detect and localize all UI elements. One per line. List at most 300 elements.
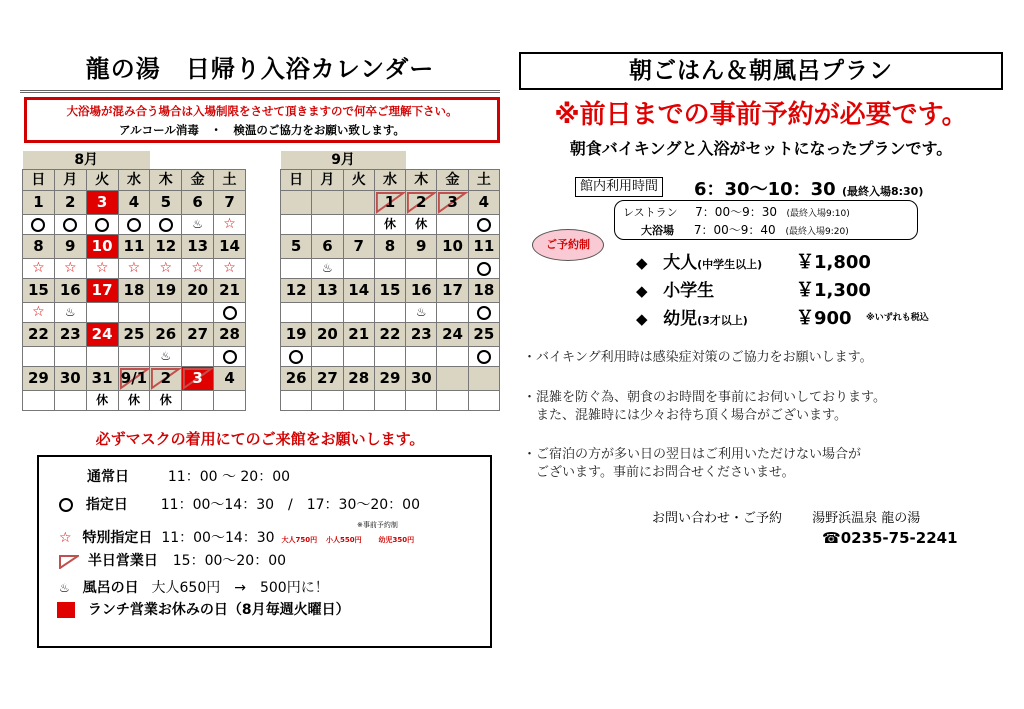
- circle-icon: [63, 218, 77, 232]
- day-number: 8: [384, 237, 396, 255]
- weekday-header: 木: [150, 170, 182, 191]
- status-mark: [214, 391, 246, 411]
- day-number: 11: [473, 237, 495, 255]
- price-value: ￥1,800: [796, 252, 871, 273]
- price-note: (中学生以上): [697, 258, 763, 271]
- price-label: 小学生: [663, 281, 715, 301]
- legend-price-child: 小人550円: [325, 536, 362, 544]
- weekday-header: 日: [281, 170, 312, 191]
- hours-time: 6：30～10：30: [694, 179, 836, 200]
- status-mark: [343, 303, 374, 323]
- day-cell: [150, 235, 182, 259]
- day-cell: [406, 279, 437, 303]
- legend-lunch: [57, 599, 350, 619]
- day-number: 3: [447, 193, 458, 211]
- legend-special-time: 11：00～14：30: [161, 530, 275, 546]
- day-number: 14: [219, 237, 240, 255]
- day-number: 16: [410, 281, 432, 299]
- day-cell: [468, 191, 499, 215]
- day-cell: [54, 191, 86, 215]
- closed-mark: 休: [150, 391, 182, 411]
- day-cell: [54, 279, 86, 303]
- reservation-badge: ご予約制: [532, 229, 604, 261]
- day-cell: [118, 235, 150, 259]
- status-mark: [468, 303, 499, 323]
- day-number: 3: [192, 369, 203, 387]
- day-number: 22: [27, 325, 49, 343]
- day-cell: [343, 279, 374, 303]
- legend-half-label: 半日営業日: [87, 553, 158, 569]
- day-cell: [182, 235, 214, 259]
- day-number: 3: [96, 193, 108, 211]
- day-cell: [118, 279, 150, 303]
- tax-note: ※いずれも税込: [866, 313, 929, 323]
- day-cell: [343, 323, 374, 347]
- price-row: [636, 248, 956, 276]
- day-cell: [86, 191, 118, 215]
- day-cell: [182, 367, 214, 391]
- day-number: 2: [160, 369, 172, 387]
- status-mark: [86, 303, 118, 323]
- diamond-icon: ◆: [636, 254, 648, 272]
- legend-designated-time: 11：00～14：30 / 17：30～20：00: [160, 497, 420, 513]
- status-mark: [406, 303, 437, 323]
- status-mark: [281, 215, 312, 235]
- plan-title: 朝ごはん＆朝風呂プラン: [519, 52, 1003, 90]
- status-mark: [437, 303, 468, 323]
- day-cell: [468, 367, 499, 391]
- day-cell: [312, 367, 343, 391]
- hot-spring-icon: ♨: [415, 305, 427, 319]
- facility-hours-box: [614, 200, 918, 240]
- day-cell: [468, 235, 499, 259]
- status-mark: [281, 347, 312, 367]
- contact-line: [652, 507, 920, 526]
- day-number: 30: [410, 369, 432, 387]
- legend-bath-price: 大人650円 → 500円に！: [151, 580, 329, 596]
- day-cell: [118, 191, 150, 215]
- day-cell: [281, 367, 312, 391]
- day-number: 21: [219, 281, 240, 299]
- weekday-header: 火: [343, 170, 374, 191]
- month-label: 9月: [281, 151, 406, 170]
- status-mark: [374, 391, 405, 411]
- status-mark: [182, 303, 214, 323]
- legend-normal-label: 通常日: [87, 469, 129, 485]
- price-row: [636, 304, 956, 332]
- day-number: 26: [285, 369, 307, 387]
- day-cell: [214, 191, 246, 215]
- closed-mark: 休: [118, 391, 150, 411]
- day-number: 27: [187, 325, 209, 343]
- day-cell: [150, 323, 182, 347]
- day-cell: [343, 367, 374, 391]
- day-number: 17: [442, 281, 463, 299]
- day-number: 20: [316, 325, 338, 343]
- note-crowd-2: また、混雑時には少々お待ち頂く場合がございます。: [523, 408, 847, 423]
- circle-icon: [31, 218, 45, 232]
- status-mark: [118, 215, 150, 235]
- day-number: 5: [290, 237, 302, 255]
- day-cell: [23, 191, 55, 215]
- day-number: 27: [316, 369, 338, 387]
- legend-special-note: ※事前予約制: [357, 521, 398, 529]
- diamond-icon: ◆: [636, 310, 648, 328]
- legend-price-infant: 幼児350円: [378, 536, 415, 544]
- closed-mark: 休: [86, 391, 118, 411]
- day-number: 18: [123, 281, 145, 299]
- star-icon: ☆: [127, 260, 141, 276]
- circle-icon: [223, 306, 237, 320]
- status-mark: [23, 215, 55, 235]
- weekday-header: 水: [118, 170, 150, 191]
- day-cell: [437, 279, 468, 303]
- status-mark: [437, 347, 468, 367]
- price-list: [636, 248, 956, 332]
- weekday-header: 火: [86, 170, 118, 191]
- status-mark: [182, 391, 214, 411]
- status-mark: [54, 259, 86, 279]
- day-number: 4: [478, 193, 490, 211]
- day-cell: [54, 235, 86, 259]
- day-cell: [374, 367, 405, 391]
- day-number: 12: [285, 281, 307, 299]
- status-mark: [23, 303, 55, 323]
- status-mark: [374, 259, 405, 279]
- day-cell: [468, 323, 499, 347]
- circle-icon: [477, 218, 491, 232]
- star-icon: ☆: [32, 304, 45, 320]
- day-number: 19: [285, 325, 307, 343]
- star-icon: ☆: [95, 260, 109, 276]
- restaurant-last: (最終入場9:10): [786, 209, 850, 219]
- legend-designated-label: 指定日: [85, 497, 128, 513]
- legend-normal: [87, 466, 290, 486]
- circle-icon: [95, 218, 109, 232]
- weekday-header: 月: [54, 170, 86, 191]
- weekday-header: 日: [23, 170, 55, 191]
- day-number: 2: [65, 193, 76, 211]
- legend-bath: [59, 577, 329, 597]
- hot-spring-icon: ♨: [64, 305, 76, 319]
- day-cell: [23, 279, 55, 303]
- day-cell: [118, 367, 150, 391]
- status-mark: [54, 391, 86, 411]
- price-row: [636, 276, 956, 304]
- star-icon: ☆: [159, 260, 173, 276]
- weekday-header: 土: [214, 170, 246, 191]
- status-mark: [343, 259, 374, 279]
- status-mark: [182, 259, 214, 279]
- status-mark: [23, 259, 55, 279]
- day-cell: [86, 235, 118, 259]
- legend-price-adult: 大人750円: [281, 536, 318, 544]
- status-mark: [118, 259, 150, 279]
- day-cell: [468, 279, 499, 303]
- hot-spring-icon: ♨: [192, 217, 204, 231]
- day-number: 17: [91, 281, 113, 299]
- status-mark: [118, 347, 150, 367]
- status-mark: [150, 215, 182, 235]
- status-mark: [406, 347, 437, 367]
- status-mark: [468, 391, 499, 411]
- status-mark: [437, 215, 468, 235]
- day-number: 9/1: [120, 369, 148, 387]
- phone-number[interactable]: 0235-75-2241: [840, 529, 958, 547]
- status-mark: [468, 215, 499, 235]
- status-mark: [281, 303, 312, 323]
- day-number: 7: [353, 237, 364, 255]
- status-mark: [312, 215, 343, 235]
- day-number: 11: [123, 237, 145, 255]
- day-cell: [406, 191, 437, 215]
- status-mark: [86, 215, 118, 235]
- legend-special: [59, 527, 414, 547]
- day-cell: [86, 367, 118, 391]
- star-icon: ☆: [32, 260, 45, 276]
- star-icon: ☆: [191, 260, 204, 276]
- status-mark: [23, 391, 55, 411]
- status-mark: [182, 215, 214, 235]
- day-cell: [437, 191, 468, 215]
- status-mark: [54, 215, 86, 235]
- status-mark: [86, 259, 118, 279]
- day-cell: [374, 191, 405, 215]
- red-square-icon: [57, 602, 75, 618]
- price-note: (3才以上): [697, 314, 748, 327]
- day-number: 23: [59, 325, 81, 343]
- day-cell: [23, 323, 55, 347]
- phone-line[interactable]: [822, 529, 958, 547]
- reservation-required: ※前日までの事前予約が必要です。: [554, 100, 968, 130]
- day-number: 30: [59, 369, 81, 387]
- status-mark: [343, 347, 374, 367]
- day-number: 28: [219, 325, 240, 343]
- day-cell: [214, 367, 246, 391]
- hours-label: 館内利用時間: [575, 177, 663, 197]
- day-cell: [312, 191, 343, 215]
- star-icon: ☆: [223, 260, 236, 276]
- star-icon: ☆: [63, 260, 77, 276]
- day-cell: [437, 367, 468, 391]
- hot-spring-icon: ♨: [59, 581, 70, 595]
- day-number: 29: [27, 369, 49, 387]
- weekday-header: 金: [182, 170, 214, 191]
- status-mark: [150, 303, 182, 323]
- price-label: 幼児: [663, 309, 698, 329]
- status-mark: [23, 347, 55, 367]
- weekday-header: 水: [374, 170, 405, 191]
- status-mark: [406, 259, 437, 279]
- circle-icon: [159, 218, 173, 232]
- day-number: 2: [416, 193, 427, 211]
- day-number: 12: [155, 237, 177, 255]
- legend-half: [59, 550, 286, 570]
- notice-line-2: アルコール消毒 ・ 検温のご協力をお願い致します。: [119, 123, 405, 137]
- day-cell: [86, 323, 118, 347]
- day-number: 15: [27, 281, 49, 299]
- day-cell: [54, 367, 86, 391]
- day-cell: [281, 191, 312, 215]
- status-mark: [437, 391, 468, 411]
- day-cell: [312, 235, 343, 259]
- mask-notice: 必ずマスクの着用にてのご来館をお願いします。: [95, 430, 425, 448]
- status-mark: [406, 391, 437, 411]
- hours-value: [694, 175, 923, 201]
- status-mark: [374, 347, 405, 367]
- day-number: 16: [59, 281, 81, 299]
- bath-label: 大浴場: [641, 224, 674, 237]
- day-number: 22: [379, 325, 401, 343]
- day-number: 4: [128, 193, 140, 211]
- status-mark: [312, 303, 343, 323]
- august-calendar: [22, 151, 246, 411]
- status-mark: [374, 303, 405, 323]
- status-mark: [281, 391, 312, 411]
- day-cell: [214, 235, 246, 259]
- restaurant-time: 7：00～9：30: [695, 205, 777, 219]
- status-mark: [214, 303, 246, 323]
- price-label: 大人: [663, 253, 698, 273]
- status-mark: [182, 347, 214, 367]
- day-cell: [182, 279, 214, 303]
- status-mark: [437, 259, 468, 279]
- restaurant-label: レストラン: [623, 206, 678, 219]
- note-guest-2: ございます。事前にお問合せくださいませ。: [523, 465, 795, 480]
- status-mark: [214, 347, 246, 367]
- circle-icon: [223, 350, 237, 364]
- status-mark: [86, 347, 118, 367]
- legend-designated: [59, 494, 420, 514]
- day-number: 25: [473, 325, 495, 343]
- day-number: 6: [192, 193, 203, 211]
- status-mark: [343, 391, 374, 411]
- day-cell: [150, 191, 182, 215]
- day-number: 26: [155, 325, 177, 343]
- day-number: 15: [379, 281, 401, 299]
- contact-label: お問い合わせ・ご予約: [652, 511, 783, 526]
- day-cell: [182, 191, 214, 215]
- day-cell: [312, 323, 343, 347]
- price-value: ￥1,300: [796, 280, 871, 301]
- hours-last-entry: (最終入場8:30): [841, 185, 924, 198]
- star-icon: ☆: [223, 216, 236, 232]
- note-crowd-1: ・混雑を防ぐ為、朝食のお時間を事前にお伺いしております。: [523, 390, 886, 405]
- note-buffet: ・バイキング利用時は感染症対策のご協力をお願いします。: [523, 350, 873, 365]
- day-number: 10: [91, 237, 113, 255]
- month-label: 8月: [23, 151, 150, 170]
- day-number: 4: [224, 369, 235, 387]
- day-cell: [406, 367, 437, 391]
- day-cell: [281, 235, 312, 259]
- circle-icon: [59, 498, 73, 512]
- day-number: 9: [416, 237, 427, 255]
- status-mark: [54, 303, 86, 323]
- day-cell: [374, 279, 405, 303]
- day-cell: [150, 279, 182, 303]
- contact-place: 湯野浜温泉 龍の湯: [812, 511, 921, 526]
- day-cell: [437, 323, 468, 347]
- day-number: 14: [348, 281, 370, 299]
- bath-hours: [641, 221, 849, 238]
- day-cell: [182, 323, 214, 347]
- day-number: 21: [348, 325, 370, 343]
- status-mark: [214, 215, 246, 235]
- status-mark: [150, 259, 182, 279]
- circle-icon: [289, 350, 303, 364]
- status-mark: [150, 347, 182, 367]
- day-number: 19: [155, 281, 177, 299]
- circle-icon: [477, 306, 491, 320]
- crowding-notice: [24, 97, 500, 143]
- day-number: 8: [33, 237, 44, 255]
- circle-icon: [477, 262, 491, 276]
- day-number: 24: [91, 325, 113, 343]
- status-mark: [54, 347, 86, 367]
- day-cell: [54, 323, 86, 347]
- bath-last: (最終入場9:20): [785, 227, 849, 237]
- status-mark: [281, 259, 312, 279]
- day-cell: [150, 367, 182, 391]
- legend-special-label: 特別指定日: [82, 530, 153, 546]
- day-cell: [23, 367, 55, 391]
- day-number: 18: [473, 281, 495, 299]
- phone-icon: ☎: [822, 529, 841, 547]
- day-number: 7: [224, 193, 235, 211]
- weekday-header: 月: [312, 170, 343, 191]
- day-number: 6: [322, 237, 333, 255]
- status-mark: [312, 391, 343, 411]
- weekday-header: 木: [406, 170, 437, 191]
- day-cell: [281, 323, 312, 347]
- day-cell: [118, 323, 150, 347]
- day-number: 28: [348, 369, 370, 387]
- day-number: 13: [316, 281, 338, 299]
- day-number: 25: [123, 325, 145, 343]
- circle-icon: [127, 218, 141, 232]
- hot-spring-icon: ♨: [160, 349, 172, 363]
- half-day-icon: [59, 553, 79, 569]
- status-mark: [214, 259, 246, 279]
- legend-box: [37, 455, 492, 648]
- day-cell: [23, 235, 55, 259]
- legend-half-time: 15：00～20：00: [172, 553, 287, 569]
- star-icon: ☆: [59, 530, 72, 546]
- restaurant-hours: [623, 203, 850, 220]
- day-cell: [406, 235, 437, 259]
- weekday-header: 土: [468, 170, 499, 191]
- day-number: 1: [384, 193, 396, 211]
- status-mark: [312, 347, 343, 367]
- day-number: 24: [442, 325, 463, 343]
- closed-mark: 休: [374, 215, 405, 235]
- day-cell: [406, 323, 437, 347]
- legend-normal-time: 11：00 ～ 20：00: [167, 469, 291, 485]
- day-cell: [343, 191, 374, 215]
- day-number: 23: [410, 325, 432, 343]
- bath-time: 7：00～9：40: [693, 223, 776, 237]
- day-cell: [86, 279, 118, 303]
- day-cell: [281, 279, 312, 303]
- day-cell: [214, 279, 246, 303]
- closed-mark: 休: [406, 215, 437, 235]
- plan-subtitle: 朝食バイキングと入浴がセットになったプランです。: [569, 139, 953, 158]
- legend-lunch-label: ランチ営業お休みの日（8月毎週火曜日）: [87, 602, 350, 618]
- day-number: 1: [33, 193, 44, 211]
- calendar-title: 龍の湯 日帰り入浴カレンダー: [20, 48, 500, 93]
- circle-icon: [477, 350, 491, 364]
- price-value: ￥900: [796, 308, 852, 329]
